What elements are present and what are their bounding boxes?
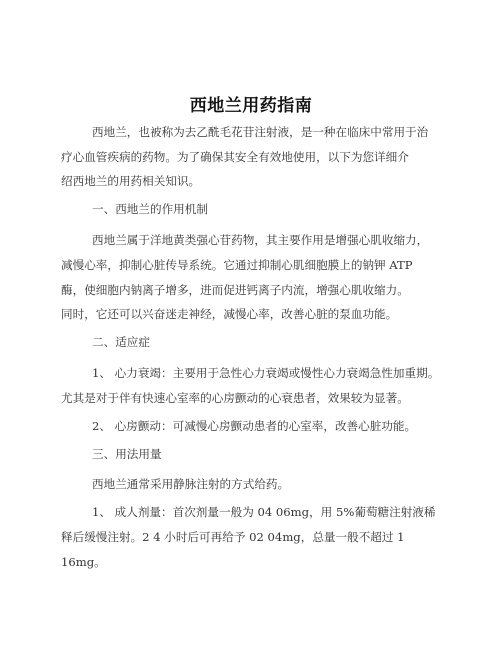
mechanism-line-4: 同时，它还可以兴奋迷走神经，减慢心率，改善心脏的泵血功能。 bbox=[61, 307, 398, 321]
dosage-intro-line: 西地兰通常采用静脉注射的方式给药。 bbox=[92, 477, 290, 491]
section-heading-dosage: 三、用法用量 bbox=[92, 447, 162, 461]
intro-line-2: 疗心血管疾病的药物。为了确保其安全有效地使用，以下为您详细介 bbox=[61, 150, 409, 164]
intro-line-3: 绍西地兰的用药相关知识。 bbox=[61, 174, 201, 188]
dosage-adult-line-3: 16mg。 bbox=[61, 555, 106, 569]
mechanism-line-3: 酶，使细胞内钠离子增多，进而促进钙离子内流，增强心肌收缩力。 bbox=[61, 283, 409, 297]
mechanism-line-1: 西地兰属于洋地黄类强心苷药物，其主要作用是增强心肌收缩力， bbox=[92, 233, 429, 247]
indication-2-line-1: 2、 心房颤动：可减慢心房颤动患者的心室率，改善心脏功能。 bbox=[92, 419, 417, 433]
mechanism-line-2: 减慢心率，抑制心脏传导系统。它通过抑制心肌细胞膜上的钠钾 ATP bbox=[61, 258, 413, 272]
intro-line-1: 西地兰，也被称为去乙酰毛花苷注射液，是一种在临床中常用于治 bbox=[92, 125, 429, 139]
dosage-adult-line-1: 1、 成人剂量：首次剂量一般为 04 06mg，用 5%葡萄糖注射液稀 bbox=[92, 505, 436, 519]
dosage-adult-line-2: 释后缓慢注射。2 4 小时后可再给予 02 04mg，总量一般不超过 1 bbox=[61, 530, 405, 544]
indication-1-line-1: 1、 心力衰竭：主要用于急性心力衰竭或慢性心力衰竭急性加重期。 bbox=[92, 366, 440, 380]
document-title: 西地兰用药指南 bbox=[189, 96, 313, 116]
section-heading-mechanism: 一、西地兰的作用机制 bbox=[92, 202, 208, 216]
section-heading-indications: 二、适应症 bbox=[92, 335, 150, 349]
indication-1-line-2: 尤其是对于伴有快速心室率的心房颤动的心衰患者，效果较为显著。 bbox=[61, 391, 409, 405]
